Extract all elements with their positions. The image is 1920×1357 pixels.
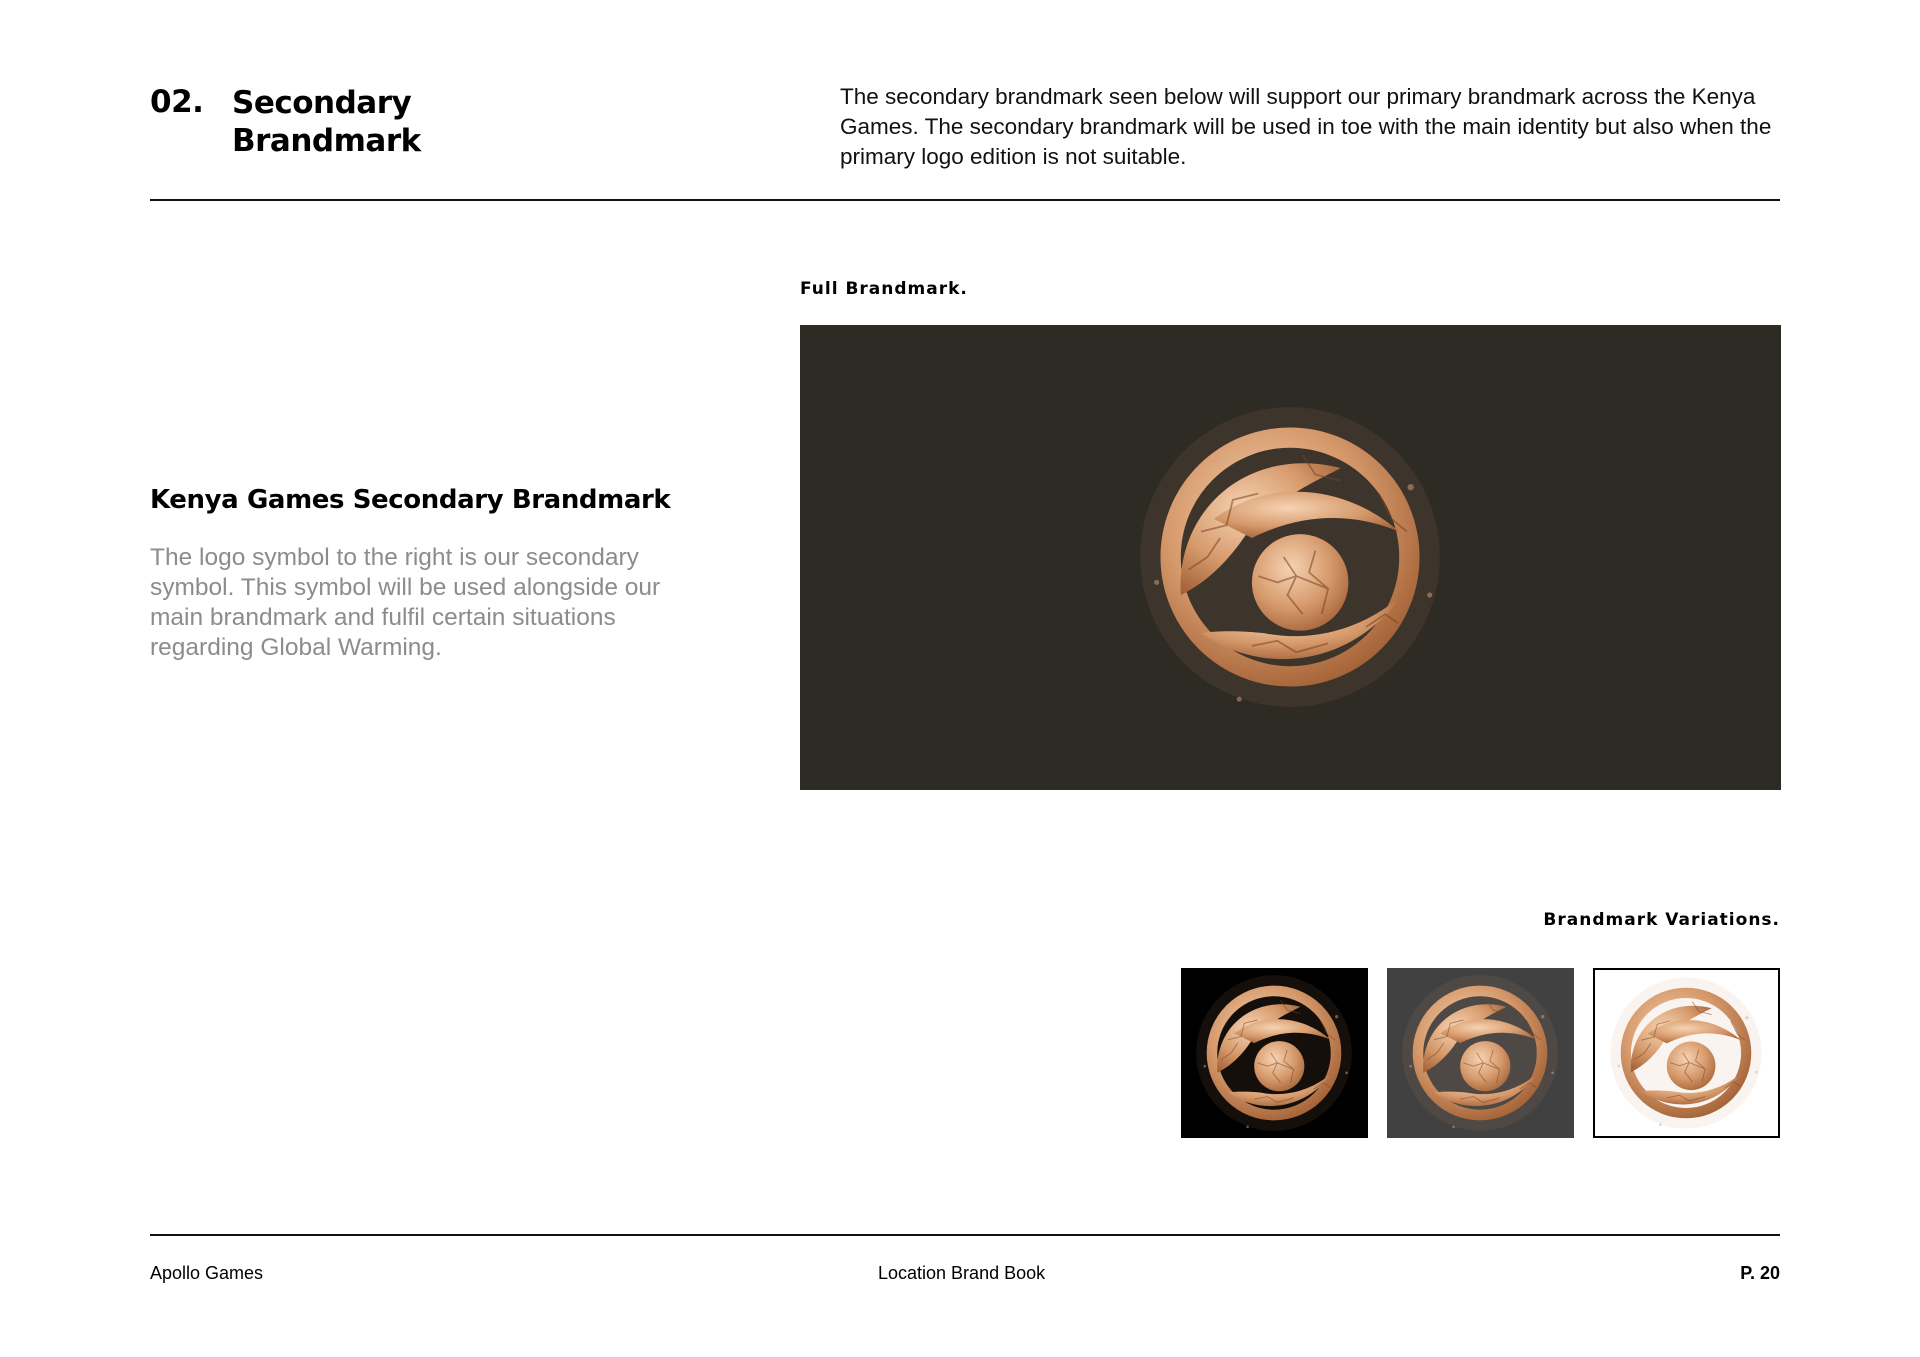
description-title: Kenya Games Secondary Brandmark bbox=[150, 485, 671, 515]
footer-document-title: Location Brand Book bbox=[878, 1263, 1046, 1283]
brandmark-black-variant-icon bbox=[1181, 968, 1368, 1138]
variation-tile-black bbox=[1181, 968, 1368, 1138]
variations-label: Brandmark Variations. bbox=[1543, 910, 1780, 930]
cracked-earth-eye-brandmark-icon bbox=[800, 325, 1781, 790]
section-number: 02. bbox=[150, 84, 204, 120]
section-title bbox=[232, 84, 472, 160]
brandmark-grey-variant-icon bbox=[1387, 968, 1574, 1138]
section-title-line2: Brandmark bbox=[232, 123, 421, 159]
full-brandmark-panel bbox=[800, 325, 1781, 790]
description-body: The logo symbol to the right is our secondary symbol. This symbol will be used alongside our main brandmark and fulfil certain situations regarding Global Warming. bbox=[150, 544, 661, 661]
footer-brand: Apollo Games bbox=[150, 1263, 264, 1283]
intro-paragraph: The secondary brandmark seen below will support our primary brandmark across the Kenya Games. The secondary brandmark will be used in toe with the main identity but also when the primary logo edition is not suitable. bbox=[840, 84, 1772, 169]
variation-tile-grey bbox=[1387, 968, 1574, 1138]
footer-divider bbox=[150, 1234, 1780, 1236]
header-divider bbox=[150, 199, 1780, 201]
page-number: P. 20 bbox=[1740, 1263, 1780, 1283]
variation-tile-white bbox=[1593, 968, 1780, 1138]
full-brandmark-label: Full Brandmark. bbox=[800, 279, 968, 299]
section-title-line1: Secondary bbox=[232, 85, 412, 121]
brandmark-white-variant-icon bbox=[1595, 970, 1778, 1136]
